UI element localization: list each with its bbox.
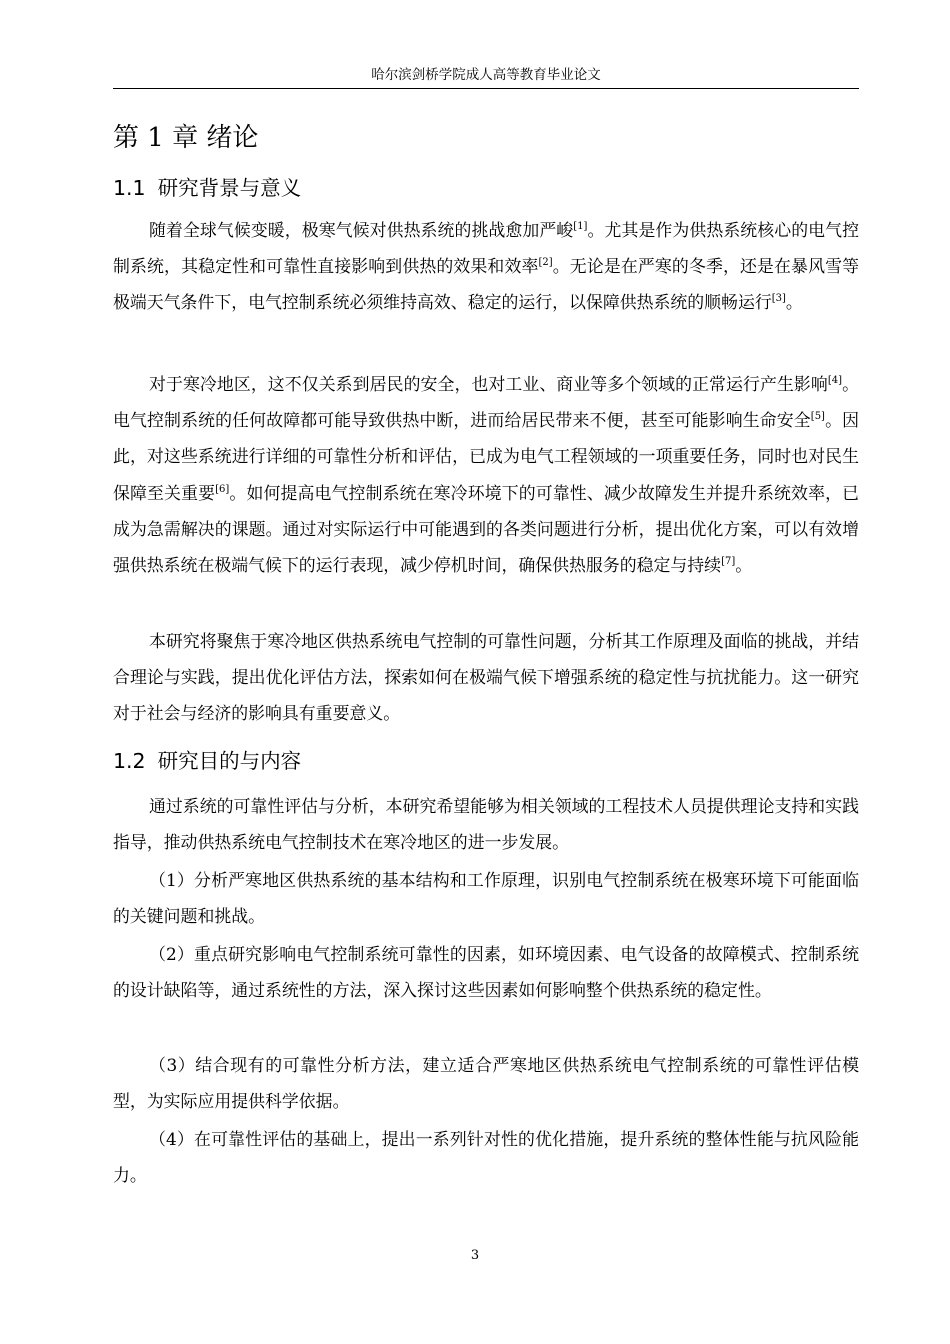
- citation-marker: [5]: [810, 411, 825, 423]
- chapter-title: 第 1 章 绪论: [113, 123, 259, 153]
- list-item: [113, 1047, 859, 1119]
- paragraph-text: 。因此，对这些系统进行详细的可靠性分析和评估，已成为电气工程领域的一项重要任务，同时也对民生保障至关重要: [113, 410, 860, 503]
- paragraph-text: 。: [735, 555, 753, 576]
- citation-marker: [2]: [538, 257, 553, 269]
- section-heading-1-2: [113, 746, 301, 776]
- paragraph-text: 随着全球气候变暖，极寒气候对供热系统的挑战愈加严峻: [149, 220, 574, 240]
- paragraph-text: 本研究将聚焦于寒冷地区供热系统电气控制的可靠性问题，分析其工作原理及面临的挑战，并结合理论与实践，提出优化评估方法，探索如何在极端气候下增强系统的稳定性与抗扰能力。这一研究对于社会与经济的影响具有重要意义。: [113, 631, 859, 724]
- citation-marker: [4]: [827, 375, 843, 386]
- paragraph-text: （3）结合现有的可靠性分析方法，建立适合严寒地区供热系统电气控制系统的可靠性评估模型，为实际应用提供科学依据。: [113, 1055, 859, 1112]
- page-number: 3: [470, 1248, 480, 1263]
- list-item: [113, 862, 859, 934]
- paragraph: [113, 788, 859, 860]
- header-text: 哈尔滨剑桥学院成人高等教育毕业论文: [371, 67, 601, 83]
- citation-marker: [7]: [721, 556, 736, 568]
- paragraph-text: （2）重点研究影响电气控制系统可靠性的因素，如环境因素、电气设备的故障模式、控制系统的设计缺陷等，通过系统性的方法，深入探讨这些因素如何影响整个供热系统的稳定性。: [113, 944, 859, 1001]
- section-title-text: 研究背景与意义: [157, 176, 302, 200]
- paragraph-text: 。电气控制系统的任何故障都可能导致供热中断，进而给居民带来不便，甚至可能影响生命安全: [113, 374, 860, 431]
- paragraph-text: （4）在可靠性评估的基础上，提出一系列针对性的优化措施，提升系统的整体性能与抗风险能力。: [113, 1129, 859, 1186]
- paragraph-text: 。如何提高电气控制系统在寒冷环境下的可靠性、减少故障发生并提升系统效率，已成为急需解决的课题。通过对实际运行中可能遇到的各类问题进行分析，提出优化方案，可以有效增强供热系统在极端气候下的运行表现，减少停机时间，确保供热服务的稳定与持续: [113, 482, 860, 576]
- section-number: 1.2: [113, 749, 146, 773]
- paragraph-text: 对于寒冷地区，这不仅关系到居民的安全，也对工业、商业等多个领域的正常运行产生影响: [149, 374, 828, 394]
- paragraph-text: （1）分析严寒地区供热系统的基本结构和工作原理，识别电气控制系统在极寒环境下可能面临的关键问题和挑战。: [113, 870, 859, 927]
- citation-marker: [6]: [215, 483, 230, 495]
- section-title-text: 研究目的与内容: [157, 749, 302, 773]
- page-header: [113, 66, 859, 89]
- section-number: 1.1: [113, 176, 146, 200]
- citation-marker: [1]: [573, 221, 588, 232]
- paragraph-text: 通过系统的可靠性评估与分析，本研究希望能够为相关领域的工程技术人员提供理论支持和实践指导，推动供热系统电气控制技术在寒冷地区的进一步发展。: [113, 796, 859, 853]
- paragraph-text: 。尤其是作为供热系统核心的电气控制系统，其稳定性和可靠性直接影响到供热的效果和效率: [113, 220, 860, 277]
- paragraph: [113, 212, 859, 321]
- paragraph: [113, 366, 859, 583]
- list-item: [113, 1121, 859, 1193]
- section-heading-1-1: [113, 173, 301, 203]
- citation-marker: [3]: [771, 293, 786, 305]
- paragraph-text: 。: [785, 292, 803, 313]
- list-item: [113, 936, 859, 1008]
- paragraph: [113, 623, 859, 732]
- paragraph-text: 。无论是在严寒的冬季，还是在暴风雪等极端天气条件下，电气控制系统必须维持高效、稳定的运行，以保障供热系统的顺畅运行: [113, 256, 860, 313]
